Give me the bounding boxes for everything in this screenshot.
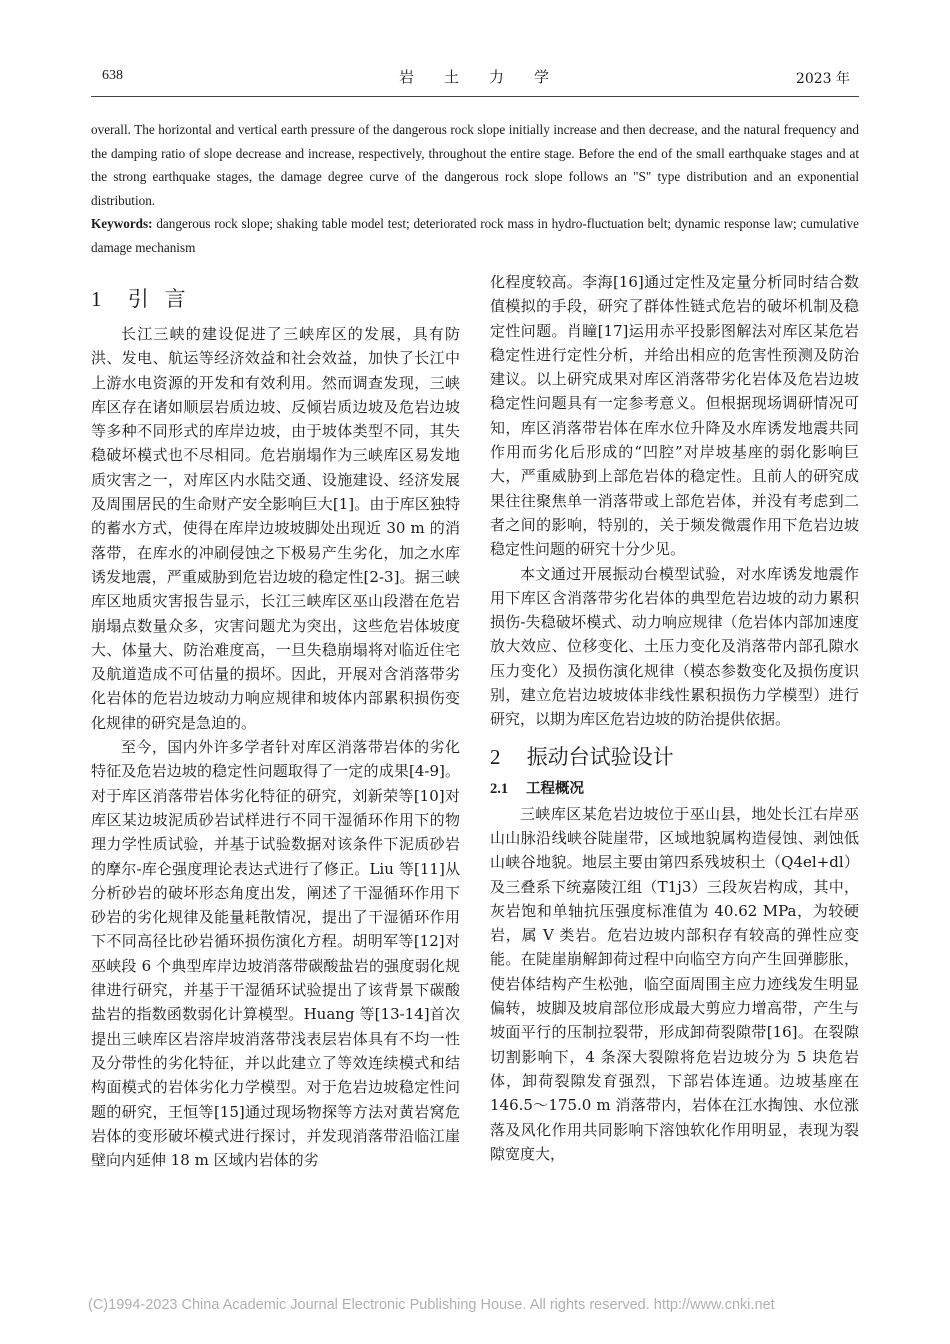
- paragraph-2-continued: 化程度较高。李海[16]通过定性及定量分析同时结合数值模拟的手段，研究了群体性链式危岩的破坏机制及稳定性问题。肖瞳[17]运用赤平投影图解法对库区某危岩稳定性进行定性分析，并给出相应的危害性预测及防治建议。以上研究成果对库区消落带劣化岩体及危岩边坡稳定性问题具有一定参考意义。但根据现场调研情况可知，库区消落带岩体在库水位升降及水库诱发地震共同作用而劣化后形成的“凹腔”对岸坡基座的弱化影响巨大，严重威胁到上部危岩体的稳定性。且前人的研究成果往往聚焦单一消落带或上部危岩体，并没有考虑到二者之间的影响，特别的，关于频发微震作用下危岩边坡稳定性问题的研究十分少见。: [490, 273, 859, 559]
- right-column: [490, 270, 859, 1166]
- keywords-text: dangerous rock slope; shaking table model test; deteriorated rock mass in hydro-fluctuation belt; dynamic response law; cumulative damage mechanism: [91, 216, 859, 255]
- left-column: [91, 276, 460, 1172]
- publication-year: 2023 年: [795, 71, 850, 87]
- paragraph-2: 至今，国内外许多学者针对库区消落带岩体的劣化特征及危岩边坡的稳定性问题取得了一定的成果[4-9]。对于库区消落带岩体劣化特征的研究，刘新荣等[10]对库区某边坡泥质砂岩试样进行不同干湿循环作用下的物理力学性质试验，并基于试验数据对该条件下泥质砂岩的摩尔-库仑强度理论表达式进行了修正。Liu 等[11]从分析砂岩的破坏形态角度出发，阐述了干湿循环作用下砂岩的劣化规律及能量耗散情况，提出了干湿循环作用下不同高径比砂岩循环损伤演化方程。胡明军等[12]对巫峡段 6 个典型库岸边坡消落带碳酸盐岩的强度弱化规律进行研究，并基于干湿循环试验提出了该背景下碳酸盐岩的指数函数弱化计算模型。Huang 等[13-14]首次提出三峡库区岩溶岸坡消落带浅表层岩体具有不均一性及分带性的劣化特征，并以此建立了等效连续模式和结构面模式的岩体劣化力学模型。对于危岩边坡稳定性问题的研究，王恒等[15]通过现场物探等方法对黄岩窝危岩体的变形破坏模式进行探讨，并发现消落带沿临江崖壁向内延伸 18 m 区域内岩体的劣: [91, 738, 460, 1170]
- paragraph-4: 三峡库区某危岩边坡位于巫山县，地处长江右岸巫山山脉沿线峡谷陡崖带，区域地貌属构造侵蚀、剥蚀低山峡谷地貌。地层主要由第四系残坡积土（Q4el+dl）及三叠系下统嘉陵江组（T1j3）三段灰岩构成，其中，灰岩饱和单轴抗压强度标准值为 40.62 MPa，为较硬岩，属 V 类岩。危岩边坡内部积存有较高的弹性应变能。在陡崖崩解卸荷过程中向临空方向产生回弹膨胀，使岩体结构产生松弛，临空面周围主应力迹线发生明显偏转，坡脚及坡肩部位形成最大剪应力增高带，产生与坡面平行的压制拉裂带，形成卸荷裂隙带[16]。在裂隙切割影响下，4 条深大裂隙将危岩边坡分为 5 块危岩体，卸荷裂隙发育强烈，下部岩体连通。边坡基座在 146.5～175.0 m 消落带内，岩体在江水掏蚀、水位涨落及风化作用共同影响下溶蚀软化作用明显，表现为裂隙宽度大，: [490, 804, 859, 1163]
- section-2-number: 2: [490, 744, 501, 769]
- page-header: [98, 66, 850, 90]
- subsection-2-1-number: 2.1: [490, 780, 509, 797]
- keywords-label: Keywords:: [91, 216, 153, 231]
- subsection-2-1-title: 工程概况: [526, 780, 584, 797]
- header-rule: [91, 96, 859, 97]
- subsection-2-1-heading: [490, 776, 859, 802]
- paragraph-1: 长江三峡的建设促进了三峡库区的发展，具有防洪、发电、航运等经济效益和社会效益，加快了长江中上游水电资源的开发和有效利用。然而调查发现，三峡库区存在诸如顺层岩质边坡、反倾岩质边坡及危岩边坡等多种不同形式的库岸边坡，由于坡体类型不同，其失稳破坏模式也不尽相同。危岩崩塌作为三峡库区易发地质灾害之一，对库区内水陆交通、设施建设、经济发展及周围居民的生命财产安全影响巨大[1]。由于库区独特的蓄水方式，使得在库岸边坡坡脚处出现近 30 m 的消落带，在库水的冲刷侵蚀之下极易产生劣化，加之水库诱发地震，严重威胁到危岩边坡的稳定性[2-3]。据三峡库区地质灾害报告显示，长江三峡库区巫山段潜在危岩崩塌点数量众多，灾害问题尤为突出，这些危岩体坡度大、体量大、防治难度高，一旦失稳崩塌将对临近住宅及航道造成不可估量的损坏。因此，开展对含消落带劣化岩体的危岩边坡动力响应规律和坡体内部累积损伤变化规律的研究是急迫的。: [91, 325, 460, 732]
- page-number: 638: [102, 68, 123, 83]
- copyright-footer: (C)1994-2023 China Academic Journal Electronic Publishing House. All rights reserved. http://www.cnki.net: [88, 1297, 775, 1313]
- section-1-title: 引言: [127, 287, 202, 311]
- section-2-heading: [490, 742, 859, 772]
- journal-title: 岩土力学: [398, 68, 579, 86]
- section-2-title: 振动台试验设计: [526, 744, 674, 769]
- section-1-heading: [91, 284, 460, 314]
- abstract-block: [91, 118, 859, 259]
- section-1-number: 1: [91, 287, 102, 311]
- keywords-line: [91, 212, 859, 259]
- abstract-text: overall. The horizontal and vertical earth pressure of the dangerous rock slope initially increase and then decrease, and the natural frequency and the damping ratio of slope decrease and increase, respectively, throughout the entire stage. Before the end of the small earthquake stages and at the strong earthquake stages, the damage degree curve of the dangerous rock slope follows an "S" type distribution and an exponential distribution.: [91, 122, 859, 208]
- paragraph-3: 本文通过开展振动台模型试验，对水库诱发地震作用下库区含消落带劣化岩体的典型危岩边坡的动力累积损伤-失稳破坏模式、动力响应规律（危岩体内部加速度放大效应、位移变化、土压力变化及消落带内部孔隙水压力变化）及损伤演化规律（模态参数变化及损伤度识别，建立危岩边坡坡体非线性累积损伤力学模型）进行研究，以期为库区危岩边坡的防治提供依据。: [490, 564, 859, 729]
